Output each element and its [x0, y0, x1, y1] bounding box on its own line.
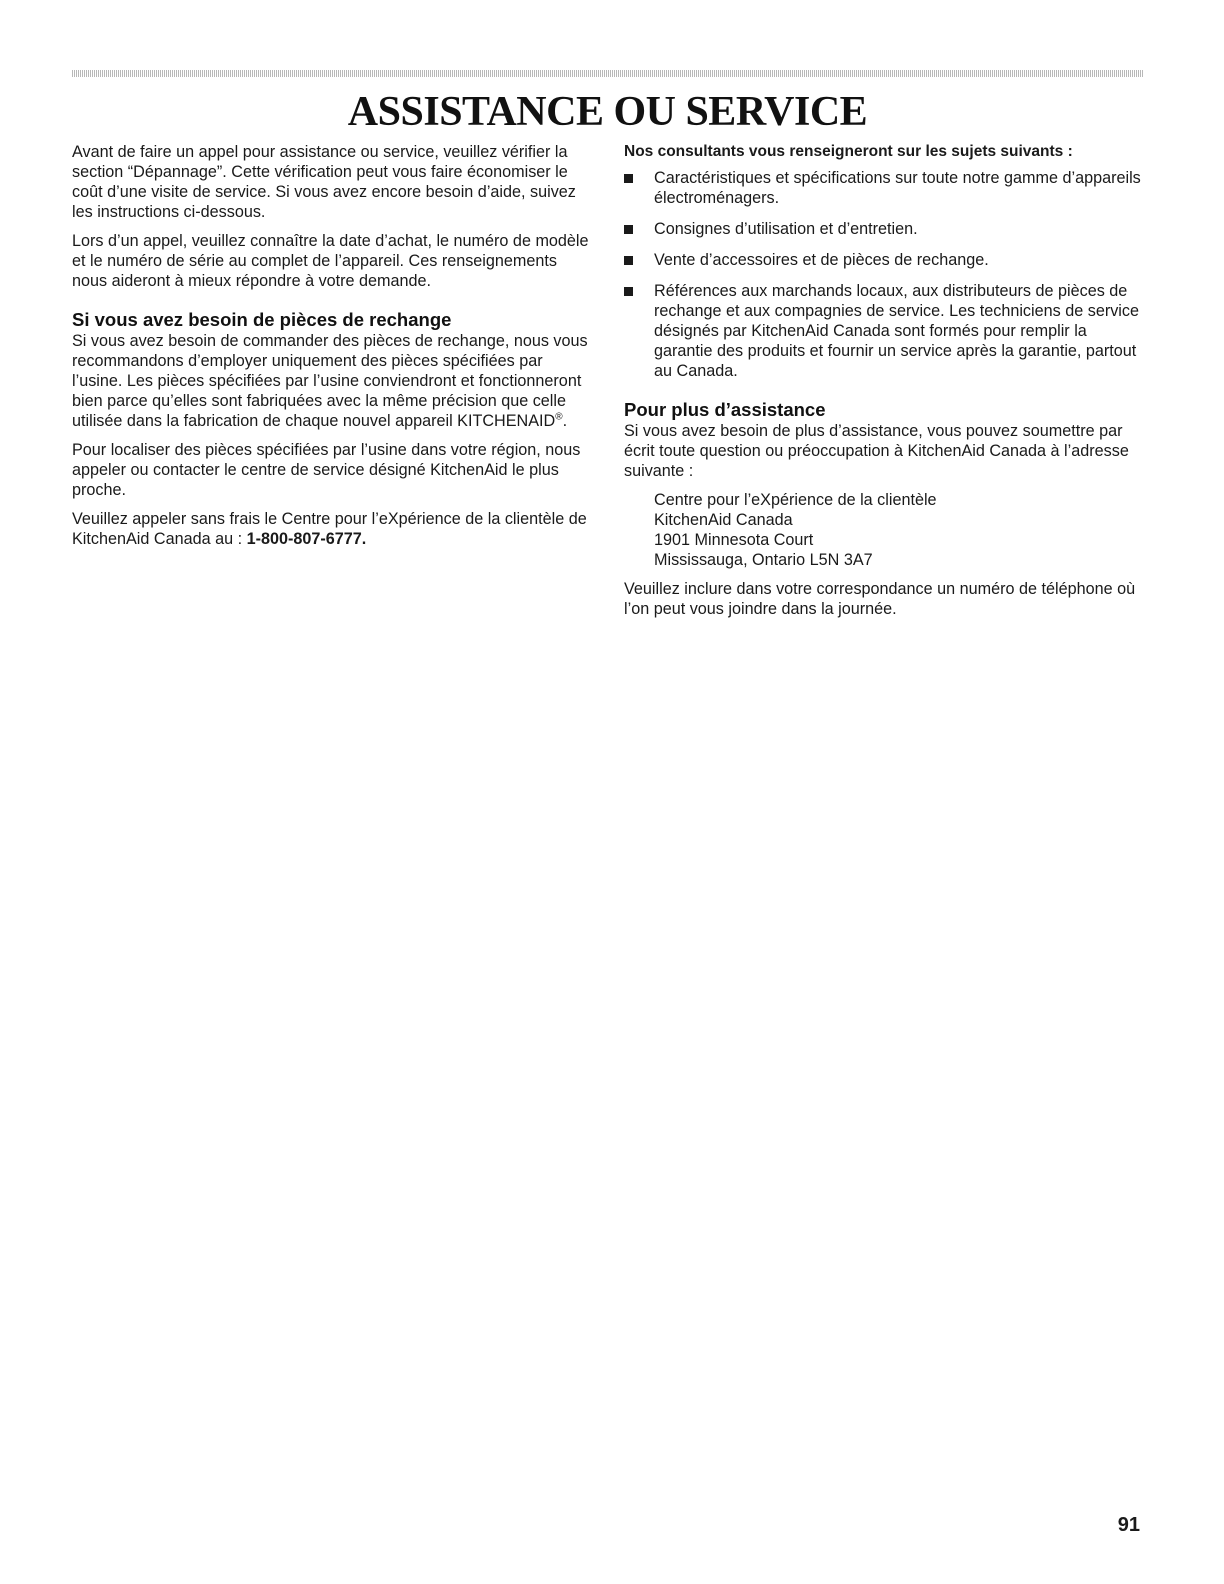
- assistance-paragraph: Si vous avez besoin de plus d’assistance, vous pouvez soumettre par écrit toute question ou préoccupation à KitchenAid Canada à l’adresse suivante :: [624, 422, 1129, 480]
- parts-paragraph-1-text: Si vous avez besoin de commander des pièces de rechange, nous vous recommandons d’employer uniquement des pièces spécifiées par l’usine. Les pièces spécifiées par l’usine conviendront et fonctionneront bien parce qu’elles sont fabriquées avec la même précision que celle utilisée dans la fabrication de chaque nouvel appareil KITCHENAID: [72, 332, 588, 430]
- list-item-text: Caractéristiques et spécifications sur toute notre gamme d’appareils électroménagers.: [654, 169, 1141, 207]
- parts-paragraph-1-end: .: [562, 412, 568, 430]
- page-number: 91: [1117, 1514, 1140, 1536]
- registered-mark: ®: [555, 411, 563, 423]
- left-column: [72, 142, 592, 558]
- phone-number: 1-800-807-6777.: [246, 530, 367, 548]
- square-bullet-icon: [624, 174, 633, 183]
- address-line: KitchenAid Canada: [654, 511, 793, 529]
- parts-paragraph-3: [72, 509, 592, 549]
- page-title: ASSISTANCE OU SERVICE: [347, 89, 868, 135]
- list-item: [624, 250, 1144, 270]
- parts-paragraph-3-text: Veuillez appeler sans frais le Centre pour l’eXpérience de la clientèle de KitchenAid Canada au :: [72, 510, 587, 548]
- mailing-address: [654, 490, 1144, 570]
- address-line: Mississauga, Ontario L5N 3A7: [654, 551, 873, 569]
- closing-paragraph: Veuillez inclure dans votre correspondance un numéro de téléphone où l’on peut vous joindre dans la journée.: [624, 580, 1136, 618]
- square-bullet-icon: [624, 225, 633, 234]
- square-bullet-icon: [624, 287, 633, 296]
- address-line: Centre pour l’eXpérience de la clientèle: [654, 491, 937, 509]
- list-item-text: Références aux marchands locaux, aux distributeurs de pièces de rechange et aux compagnies de service. Les techniciens de service désignés par KitchenAid Canada sont formés pour remplir la garantie des produits et fournir un service après la garantie, partout au Canada.: [654, 282, 1140, 380]
- parts-paragraph-2: Pour localiser des pièces spécifiées par l’usine dans votre région, nous appeler ou contacter le centre de service désigné KitchenAid le plus proche.: [72, 441, 581, 499]
- address-line: 1901 Minnesota Court: [654, 531, 814, 549]
- header-rule: [72, 70, 1143, 77]
- topics-list: [624, 168, 1144, 381]
- list-item-text: Consignes d’utilisation et d’entretien.: [654, 220, 918, 238]
- parts-paragraph-1: [72, 331, 592, 431]
- assistance-heading: Pour plus d’assistance: [624, 399, 826, 420]
- intro-paragraph-2: Lors d’un appel, veuillez connaître la date d’achat, le numéro de modèle et le numéro de série au complet de l’appareil. Ces renseignements nous aideront à mieux répondre à votre demande.: [72, 232, 589, 290]
- list-item: [624, 281, 1144, 381]
- right-column: [624, 142, 1144, 628]
- intro-paragraph-1: Avant de faire un appel pour assistance ou service, veuillez vérifier la section “Dépannage”. Cette vérification peut vous faire économiser le coût d’une visite de service. Si vous avez encore besoin d’aide, suivez les instructions ci-dessous.: [72, 143, 576, 221]
- list-item-text: Vente d’accessoires et de pièces de rechange.: [654, 251, 989, 269]
- consultants-heading: Nos consultants vous renseigneront sur les sujets suivants :: [624, 143, 1073, 160]
- square-bullet-icon: [624, 256, 633, 265]
- list-item: [624, 168, 1144, 208]
- list-item: [624, 219, 1144, 239]
- parts-heading: Si vous avez besoin de pièces de rechange: [72, 309, 452, 330]
